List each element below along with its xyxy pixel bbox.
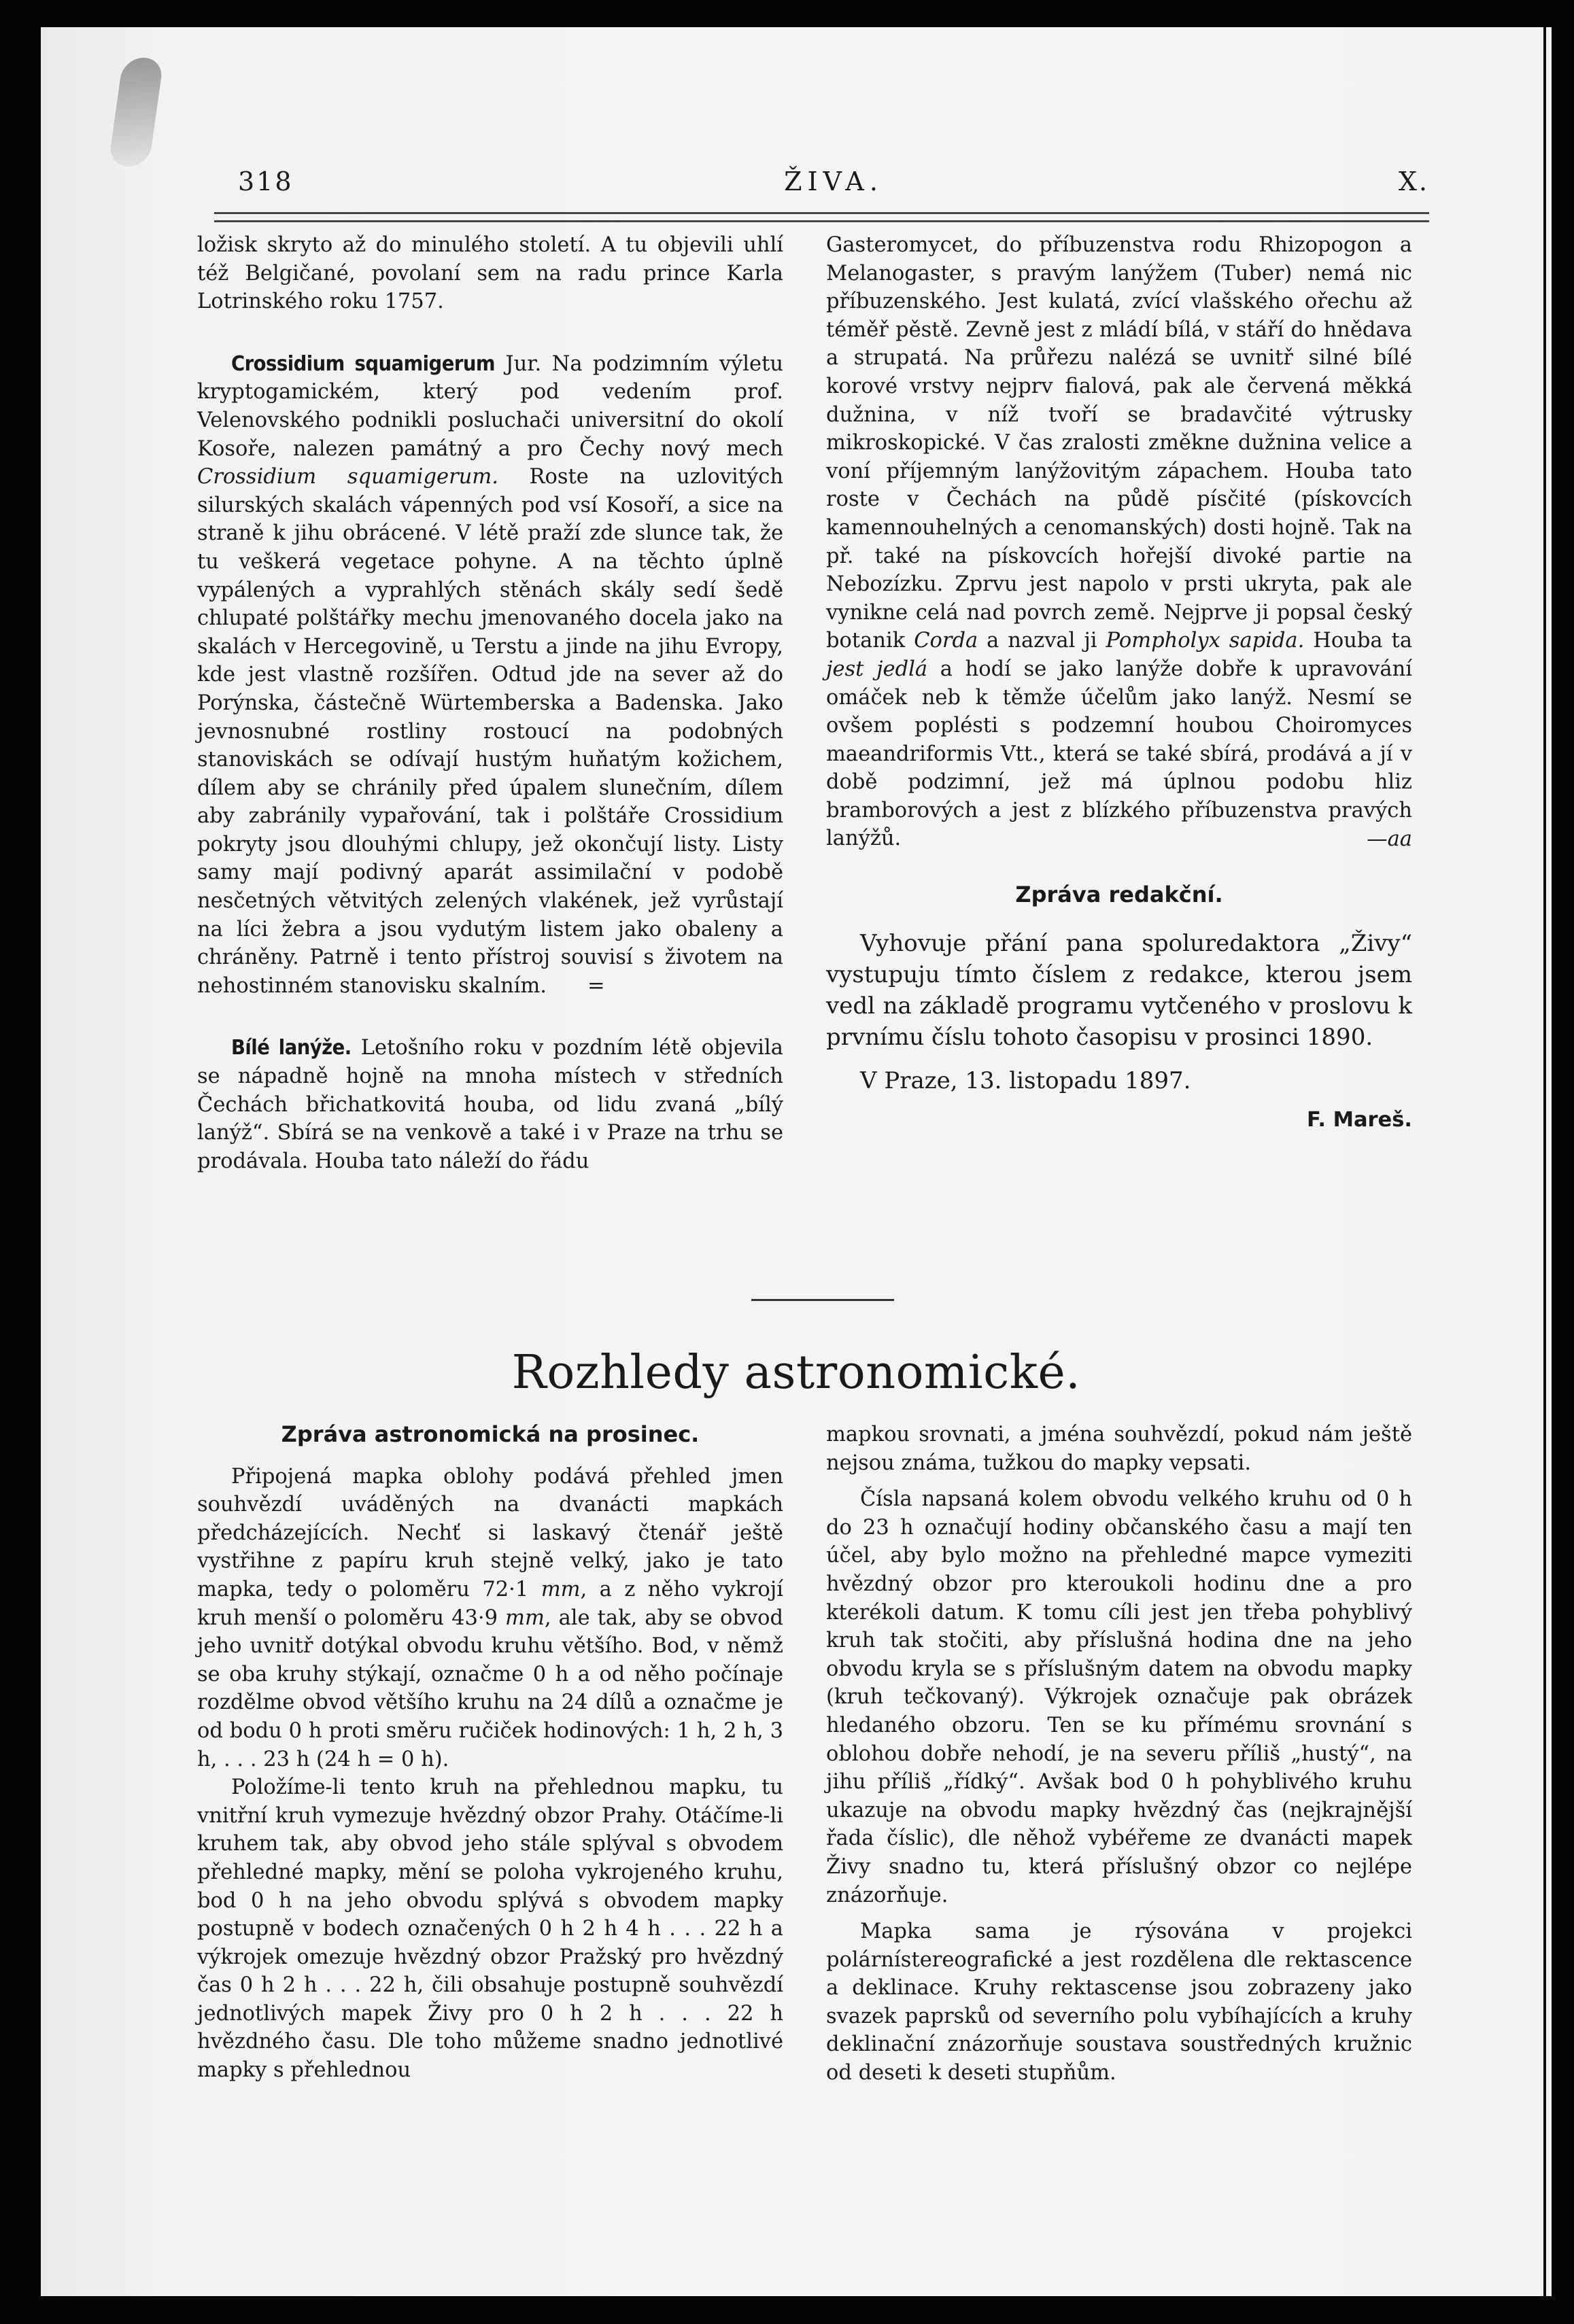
page-edge bbox=[1543, 27, 1546, 2296]
lanyze-text-3: Houba ta bbox=[1304, 629, 1413, 653]
right-column-bottom bbox=[826, 1421, 1412, 2087]
lanyze-signature: —aa bbox=[1367, 827, 1412, 852]
astronomy-paragraph-3: mapkou srovnati, a jména souhvězdí, pokud nám ještě nejsou známa, tužkou do mapky vepsati. bbox=[826, 1423, 1412, 1475]
editorial-dateline: V Praze, 13. listopadu 1897. bbox=[860, 1067, 1191, 1095]
lanyze-continued bbox=[826, 231, 1412, 853]
bile-lanyze-heading: Bílé lanýže. bbox=[231, 1036, 352, 1060]
right-column-top bbox=[826, 231, 1412, 1134]
lanyze-text-2: a nazval ji bbox=[978, 629, 1106, 653]
unit-mm: mm bbox=[505, 1606, 545, 1630]
page-number: 318 bbox=[238, 167, 294, 196]
editorial-body: Vyhovuje přání pana spoluredaktora „Živy“ vystupuju tímto číslem z redakce, kterou jsem vedl na základě programu vytčeného v proslovu k prvnímu číslu tohoto časopisu v prosinci 1890. bbox=[826, 930, 1412, 1052]
crossidium-heading: Crossidium squamigerum bbox=[231, 351, 495, 376]
editorial-heading: Zpráva redakční. bbox=[1015, 881, 1223, 907]
scan-smudge bbox=[108, 58, 164, 167]
left-column-bottom bbox=[197, 1421, 783, 2085]
crossidium-signature: = bbox=[587, 973, 605, 998]
editorial-signature: F. Mareš. bbox=[1307, 1108, 1412, 1132]
section-divider bbox=[751, 1299, 894, 1301]
lanyze-text-1: Gasteromycet, do příbuzenstva rodu Rhizopogon a Melanogaster, s pravým lanýžem (Tuber) nemá nic příbuzenského. Jest kulatá, zvící vlašského ořechu až téměř pěstě. Zevně jest z mládí bílá, v stáří do hnědava a strupatá. Na průřezu nalézá se uvnitř silné bílé korové vrstvy nejprv fialová, pak ale červená měkká dužnina, v níž tvoří se bradavčité výtrusky mikroskopické. V čas zralosti změkne dužnina velice a voní příjemným lanýžovitým zápachem. Houba tato roste v Čechách na půdě písčité (pískovcích kamennouhelných a cenomanských) dosti hojně. Tak na př. také na pískovcích hořejší divoké partie na Nebozízku. Zprvu jest napolo v prsti ukryta, pak ale vynikne celá nad povrch země. Nejprve ji popsal český botanik bbox=[826, 233, 1412, 653]
scanned-page bbox=[41, 27, 1552, 2296]
astronomy-text-1b: , a z něho vykrojí kruh menší o poloměru 43·9 bbox=[197, 1577, 783, 1630]
crossidium-article bbox=[197, 350, 783, 1001]
left-column-top bbox=[197, 231, 783, 1175]
astronomy-heading: Zpráva astronomická na prosinec. bbox=[281, 1421, 700, 1447]
astronomy-text-1a: Připojená mapka oblohy podává přehled jmen souhvězdí uváděných na dvanácti mapkách předcházejících. Nechť si laskavý čtenář ještě vystřihne z papíru kruh stejně velký, jako je tato mapka, tedy o poloměru 72·1 bbox=[197, 1464, 783, 1601]
bile-lanyze-text: Letošního roku v pozdním létě objevila se nápadně hojně na mnoha místech v středních Čechách břichatkovitá houba, od lidu zvaná „bílý lanýž“. Sbírá se na venkově a také i v Praze na trhu se prodávala. Houba tato náleží do řádu bbox=[197, 1036, 783, 1173]
continuation-paragraph: ložisk skryto až do minulého století. A tu objevili uhlí též Belgičané, povolaní sem na radu prince Karla Lotrinského roku 1757. bbox=[197, 233, 783, 314]
astronomy-text-1c: , ale tak, aby se obvod jeho uvnitř dotýkal obvodu kruhu většího. Bod, v němž se oba kruhy stýkají, označme 0 h a od něho počínaje rozdělme obvod většího kruhu na 24 dílů a označme je od bodu 0 h proti směru ručiček hodinových: 1 h, 2 h, 3 h, . . . 23 h (24 h = 0 h). bbox=[197, 1606, 783, 1771]
crossidium-text-2: Roste na uzlovitých silurských skalách vápenných pod vsí Kosoří, a sice na straně k jihu obrácené. V létě praží zde slunce tak, že tu veškerá vegetace pohyne. A na těchto úplně vypálených a vyprahlých stěnách skály sedí šedě chlupaté polštářky mechu jmenovaného docela jako na skalách v Hercegovině, u Terstu a jinde na jihu Evropy, kde jest vlastně rozšířen. Odtud jde na sever až do Porýnska, částečně Würtemberska a Badenska. Jako jevnosnubné rostliny rostoucí na podobných stanoviskách se odívají hustým huňatým kožichem, dílem aby se chránily před úpalem slunečním, dílem aby zabránily vypařování, tak i polštáře Crossidium pokryty jsou dlouhými chlupy, jež okončují listy. Listy samy mají podivný aparát assimilační v podobě nesčetných větvitých zelených vlakének, jež vyrůstají na líci žebra a jsou vydutým listem jako obaleny a chráněny. Patrně i tento přístroj souvisí s životem na nehostinném stanovisku skalním. bbox=[197, 465, 783, 998]
lanyze-text-4: a hodí se jako lanýže dobře k upravování omáček neb k těmže účelům jako lanýž. Nesmí se ovšem poplésti s podzemní houbou Choiromyces maeandriformis Vtt., která se také sbírá, prodává a jí v době podzimní, jež má úplnou podobu hliz bramborových a jest z blízkého příbuzenstva pravých lanýžů. bbox=[826, 657, 1412, 851]
astronomy-paragraph-4: Čísla napsaná kolem obvodu velkého kruhu od 0 h do 23 h označují hodiny občanského času a mají ten účel, aby bylo možno na přehledné mapce vymeziti hvězdný obzor pro kteroukoli hodinu dne a pro kterékoli datum. K tomu cíli jest jen třeba pohyblivý kruh tak stočiti, aby příslušná hodina dne na jeho obvodu kryla se s příslušným datem na obvodu mapky (kruh tečkovaný). Výkrojek označuje pak obrázek hledaného obzoru. Ten se ku přímému srovnání s oblohou dobře nehodí, je na severu příliš „hustý“, na jihu příliš „řídký“. Avšak bod 0 h pohyblivého kruhu ukazuje na obvodu mapky hvězdný čas (nejkrajnější řada číslic), dle něhož vybéřeme ze dvanácti mapek Živy snadno tu, která příslušný obzor co nejlépe znázorňuje. bbox=[826, 1487, 1412, 1907]
author-abbrev: Jur. bbox=[495, 351, 542, 376]
unit-mm: mm bbox=[541, 1577, 581, 1601]
astronomy-paragraph-2: Položíme-li tento kruh na přehlednou mapku, tu vnitřní kruh vymezuje hvězdný obzor Prahy. Otáčíme-li kruhem tak, aby obvod jeho stále splýval s obvodem přehledné mapky, mění se poloha vykrojeného kruhu, bod 0 h na jeho obvodu splývá s obvodem mapky postupně v bodech označených 0 h 2 h 4 h . . . 22 h a výkrojek omezuje hvězdný obzor Pražský pro hvězdný čas 0 h 2 h . . . 22 h, čili obsahuje postupně souhvězdí jednotlivých mapek Živy pro 0 h 2 h . . . 22 h hvězdného času. Dle toho můžeme snadno jednotlivé mapky s přehlednou bbox=[197, 1775, 783, 2083]
astronomy-paragraph-5: Mapka sama je rýsována v projekci polárnístereografické a jest rozdělena dle rektascence a deklinace. Kruhy rektascense jsou zobrazeny jako svazek paprsků od severního polu vybíhajících a kruhy deklinační znázorňuje soustava soustředných kružnic od deseti k deseti stupňům. bbox=[826, 1920, 1412, 2085]
bile-lanyze-article bbox=[197, 1034, 783, 1175]
running-head bbox=[238, 167, 1429, 207]
italic-species: Pompholyx sapida. bbox=[1106, 629, 1305, 653]
italic-corda: Corda bbox=[914, 629, 978, 653]
volume-number: X. bbox=[1398, 167, 1429, 196]
header-double-rule bbox=[214, 212, 1429, 222]
crossidium-text-1: Na podzimním výletu kryptogamickém, který pod vedením prof. Velenovského podnikli posluchači universitní do okolí Kosoře, nalezen památný a pro Čechy nový mech bbox=[197, 351, 783, 461]
crossidium-italic-name: Crossidium squamigerum. bbox=[197, 465, 498, 489]
journal-title: ŽIVA. bbox=[784, 167, 883, 196]
astronomy-paragraph-1 bbox=[197, 1463, 783, 1774]
section-title: Rozhledy astronomické. bbox=[511, 1346, 1081, 1400]
italic-edible: jest jedlá bbox=[826, 657, 928, 681]
